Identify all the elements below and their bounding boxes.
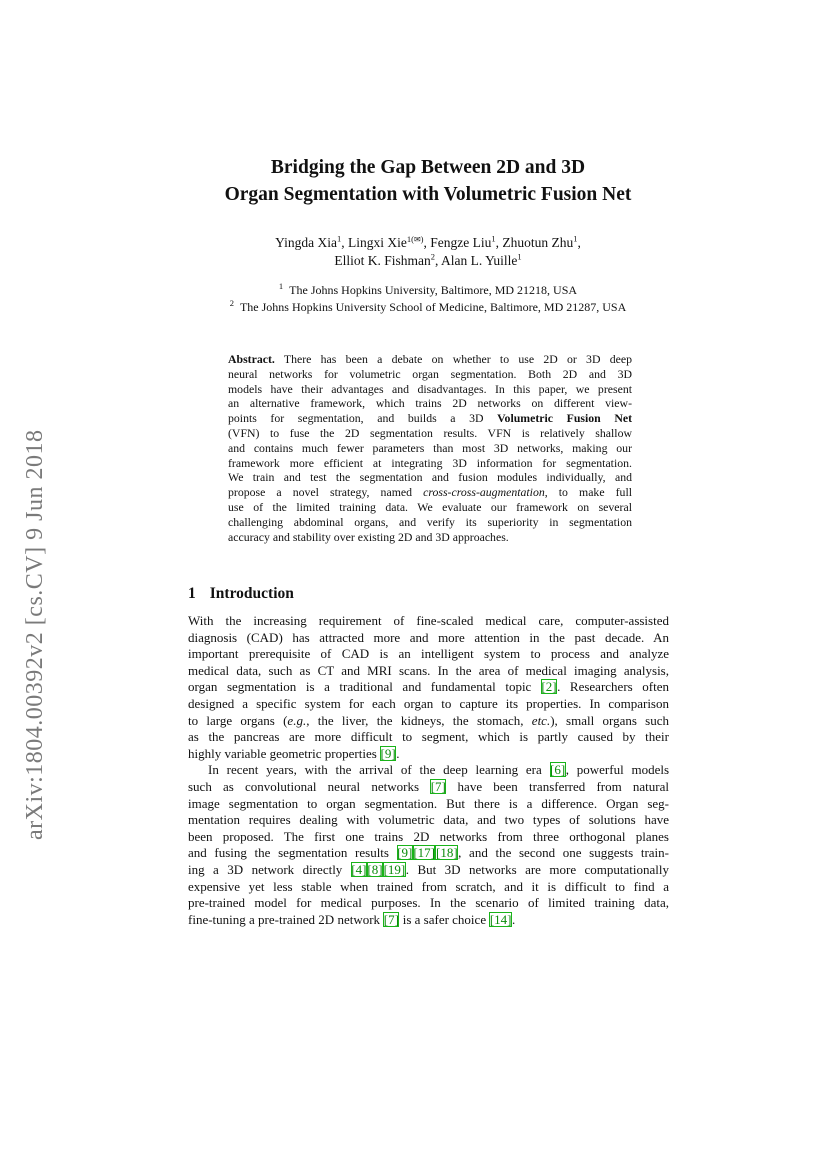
body-line: as the pancreas are more difficult to segment, which is partly caused by their bbox=[188, 729, 669, 745]
body-text: . But 3D networks are more computationally bbox=[405, 861, 670, 877]
body-line bbox=[188, 779, 669, 796]
envelope-icon: ✉ bbox=[413, 234, 421, 244]
affiliation-number: 2 bbox=[229, 298, 234, 308]
separator: , bbox=[435, 253, 442, 268]
affiliation-text: The Johns Hopkins University, Baltimore, MD 21218, USA bbox=[289, 283, 578, 297]
body-line bbox=[188, 679, 669, 696]
citation-link[interactable]: [6] bbox=[550, 762, 566, 778]
body-line: With the increasing requirement of fine-scaled medical care, computer-assisted bbox=[188, 613, 669, 628]
abstract-line: an alternative framework, which trains 2D networks on different view- bbox=[228, 396, 632, 411]
paper-title bbox=[150, 154, 706, 208]
body-text: etc. bbox=[531, 712, 551, 728]
citation-link[interactable]: [7] bbox=[383, 911, 399, 927]
body-line bbox=[188, 762, 669, 779]
citation-link[interactable]: [7] bbox=[430, 778, 446, 794]
section-number: 1 bbox=[188, 585, 196, 602]
abstract-line: accuracy and stability over existing 2D and 3D approaches. bbox=[228, 529, 509, 544]
abstract-line: neural networks for volumetric organ segmentation. Both 2D and 3D bbox=[228, 366, 632, 381]
citation-link[interactable]: [19] bbox=[383, 861, 406, 877]
body-text: , and the second one suggests train- bbox=[458, 845, 669, 861]
citation-link[interactable]: [14] bbox=[489, 911, 512, 927]
author-name: Lingxi Xie bbox=[348, 235, 407, 250]
author-name: Elliot K. Fishman bbox=[334, 253, 431, 268]
abstract-line: use of the limited training data. We evaluate our framework on several bbox=[228, 499, 632, 514]
body-line: been proposed. The first one trains 2D networks from three orthogonal planes bbox=[188, 828, 669, 844]
body-text: is a safer choice bbox=[402, 911, 487, 927]
abstract-line: and contains much fewer parameters than most 3D networks, making our bbox=[228, 440, 632, 455]
author-name: Fengze Liu bbox=[430, 235, 492, 250]
abstract-line: framework more efficient at integrating 3D information for segmentation. bbox=[228, 455, 632, 470]
affiliation-marker: 1 bbox=[573, 233, 578, 244]
body-line: designed a specific system for each organ to capture its properties. In comparison bbox=[188, 695, 669, 711]
abstract-text: There has been a debate on whether to use 2D or 3D deep bbox=[283, 352, 632, 366]
body-text: In recent years, with the arrival of the deep learning era bbox=[208, 762, 542, 778]
section-heading bbox=[188, 585, 294, 603]
body-text: . Researchers often bbox=[557, 679, 669, 695]
title-line-1: Bridging the Gap Between 2D and 3D bbox=[270, 157, 586, 178]
body-text: to large organs ( bbox=[188, 712, 288, 728]
body-text: , powerful models bbox=[565, 762, 670, 778]
body-text: have been transferred from natural bbox=[457, 778, 669, 794]
affiliation-marker: 1 bbox=[491, 233, 496, 244]
author-name: Alan L. Yuille bbox=[441, 253, 518, 268]
body-line bbox=[188, 713, 669, 730]
abstract-label: Abstract. bbox=[228, 352, 275, 366]
author-line-1 bbox=[150, 234, 706, 252]
body-text: ing a 3D network directly bbox=[188, 861, 343, 877]
separator: , bbox=[577, 235, 581, 250]
author-line-2 bbox=[150, 252, 706, 270]
abstract-line: (VFN) to fuse the 2D segmentation results. VFN is relatively shallow bbox=[228, 425, 632, 440]
abstract-text: propose a novel strategy, named bbox=[228, 485, 413, 500]
citation-link[interactable]: [8] bbox=[367, 861, 383, 877]
body-line: pre-trained model for medical purposes. In the scenario of limited training data, bbox=[188, 895, 669, 911]
abstract bbox=[228, 352, 632, 544]
citation-link[interactable]: [2] bbox=[541, 679, 557, 695]
affiliation-marker bbox=[407, 234, 424, 244]
body-text: fine-tuning a pre-trained 2D network bbox=[188, 911, 381, 927]
author-name: Zhuotun Zhu bbox=[502, 235, 574, 250]
author-list bbox=[150, 234, 706, 270]
body-line bbox=[188, 746, 669, 763]
body-line: important prerequisite of CAD is an intelligent system to process and analyze bbox=[188, 646, 669, 662]
body-text: and fusing the segmentation results bbox=[188, 845, 389, 861]
section-title: Introduction bbox=[209, 585, 294, 602]
abstract-line bbox=[228, 485, 632, 500]
abstract-line bbox=[228, 411, 632, 426]
author-name: Yingda Xia bbox=[275, 235, 337, 250]
affiliation-marker: 1 bbox=[337, 233, 342, 244]
abstract-line: We train and test the segmentation and fusion modules individually, and bbox=[228, 470, 632, 485]
affiliation-close: ) bbox=[420, 233, 424, 244]
abstract-line: models have their advantages and disadvantages. In this paper, we present bbox=[228, 381, 632, 396]
abstract-text: , to make full bbox=[544, 485, 633, 500]
arxiv-identifier-stamp: arXiv:1804.00392v2 [cs.CV] 9 Jun 2018 bbox=[22, 429, 48, 840]
body-text: ), small organs such bbox=[550, 712, 669, 728]
abstract-line bbox=[228, 352, 632, 367]
separator: , bbox=[423, 235, 431, 250]
affiliation-2 bbox=[150, 299, 706, 316]
method-term: cross-cross-augmentation bbox=[423, 485, 545, 500]
body-line bbox=[188, 912, 669, 929]
body-text: such as convolutional neural networks bbox=[188, 778, 419, 794]
body-line bbox=[188, 845, 669, 862]
citation-link[interactable]: [9] bbox=[397, 845, 413, 861]
affiliation-marker: 2 bbox=[430, 251, 435, 262]
citation-link[interactable]: [18] bbox=[435, 845, 458, 861]
affiliations bbox=[150, 282, 706, 316]
body-text: . bbox=[512, 911, 516, 927]
affiliation-number: 1 bbox=[278, 281, 284, 291]
vfn-term: Volumetric Fusion Net bbox=[497, 411, 633, 426]
body-text: , the liver, the kidneys, the stomach, bbox=[306, 712, 524, 728]
abstract-text: points for segmentation, and builds a 3D bbox=[228, 411, 484, 426]
citation-link[interactable]: [4] bbox=[351, 861, 367, 877]
body-text: highly variable geometric properties bbox=[188, 745, 377, 761]
body-text: . bbox=[396, 745, 400, 761]
affiliation-marker: 1 bbox=[517, 251, 522, 262]
abstract-line: challenging abdominal organs, and verify its superiority in segmentation bbox=[228, 514, 632, 529]
citation-link[interactable]: [9] bbox=[380, 745, 396, 761]
citation-link[interactable]: [17] bbox=[413, 845, 435, 861]
affiliation-1 bbox=[150, 282, 706, 299]
introduction-body bbox=[188, 613, 669, 928]
separator: , bbox=[495, 235, 503, 250]
body-text: organ segmentation is a traditional and fundamental topic bbox=[188, 679, 532, 695]
body-line: diagnosis (CAD) has attracted more and more attention in the past decade. An bbox=[188, 629, 669, 645]
affiliation-number: 1( bbox=[406, 233, 414, 244]
body-line: mentation requires dealing with volumetric data, and two types of solutions have bbox=[188, 812, 669, 828]
title-line-2: Organ Segmentation with Volumetric Fusion Net bbox=[224, 184, 632, 205]
body-line: image segmentation to organ segmentation. But there is a difference. Organ seg- bbox=[188, 795, 669, 811]
body-line: expensive yet less stable when trained from scratch, and it is difficult to find a bbox=[188, 878, 669, 894]
body-text: e.g. bbox=[287, 712, 307, 728]
body-line: medical data, such as CT and MRI scans. In the area of medical imaging analysis, bbox=[188, 662, 669, 678]
separator: , bbox=[341, 235, 348, 250]
affiliation-text: The Johns Hopkins University School of Medicine, Baltimore, MD 21287, USA bbox=[239, 300, 627, 314]
body-line bbox=[188, 862, 669, 879]
